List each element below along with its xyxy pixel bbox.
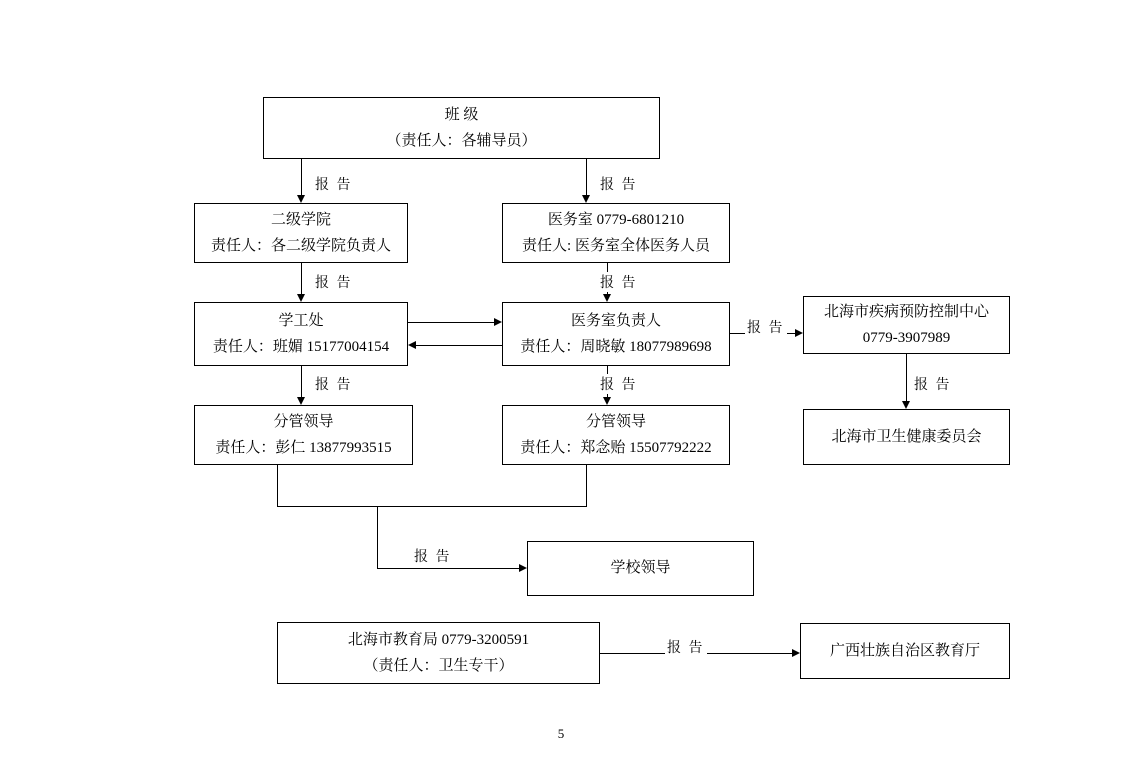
edge-student-affairs-to-leader-left xyxy=(301,366,302,397)
arrow-clinic-head-to-student-affairs xyxy=(408,341,416,349)
node-leader-right-line1: 分管领导 xyxy=(585,413,646,430)
node-cdc xyxy=(803,296,1010,354)
node-clinic-head-line2: 责任人：周晓敏 18077989698 xyxy=(520,339,712,355)
edge-join-to-school-leader-vertical xyxy=(377,506,378,568)
edge-label-report-5: 报 告 xyxy=(745,317,787,337)
node-education-bureau-line1: 北海市教育局 0779-3200591 xyxy=(347,631,530,648)
node-student-affairs-line2: 责任人：班媚 15177004154 xyxy=(212,339,390,355)
edge-label-report-10: 报 告 xyxy=(665,637,707,657)
node-leader-left-line2: 责任人：彭仁 13877993515 xyxy=(215,440,392,456)
node-leader-right xyxy=(502,405,730,465)
node-clinic-line2: 责任人: 医务室全体医务人员 xyxy=(522,238,710,254)
edge-student-affairs-to-clinic-head xyxy=(408,322,494,323)
node-leader-left-line1: 分管领导 xyxy=(273,413,334,430)
node-clinic xyxy=(502,203,730,263)
node-student-affairs-line1: 学工处 xyxy=(278,312,324,329)
edge-label-report-6: 报 告 xyxy=(912,374,954,394)
edge-leaders-join xyxy=(277,506,587,507)
edge-label-report-1: 报 告 xyxy=(313,174,355,194)
node-college xyxy=(194,203,408,263)
edge-leader-right-down xyxy=(586,465,587,506)
edge-leader-left-down xyxy=(277,465,278,506)
arrow-student-affairs-to-clinic-head xyxy=(494,318,502,326)
node-health-commission xyxy=(803,409,1010,465)
node-clinic-line1: 医务室 0779-6801210 xyxy=(547,211,685,228)
node-leader-left xyxy=(194,405,413,465)
node-leader-right-line2: 责任人：郑念贻 15507792222 xyxy=(520,440,712,456)
arrow-class-to-college xyxy=(297,195,305,203)
node-class-line2: （责任人：各辅导员） xyxy=(386,133,537,149)
edge-label-report-2: 报 告 xyxy=(598,174,640,194)
node-provincial-education-line1: 广西壮族自治区教育厅 xyxy=(829,642,980,659)
edge-cdc-to-health-commission xyxy=(906,354,907,401)
node-class-line1: 班 级 xyxy=(444,106,479,123)
node-cdc-line2: 0779-3907989 xyxy=(862,330,951,346)
arrow-to-school-leader xyxy=(519,564,527,572)
node-college-line1: 二级学院 xyxy=(270,211,331,228)
arrow-clinic-head-to-leader-right xyxy=(603,397,611,405)
page-number: 5 xyxy=(557,726,565,741)
node-cdc-line1: 北海市疾病预防控制中心 xyxy=(823,303,989,320)
node-clinic-head xyxy=(502,302,730,366)
arrow-education-bureau-to-provincial xyxy=(792,649,800,657)
edge-class-to-clinic xyxy=(586,159,587,195)
edge-label-report-3: 报 告 xyxy=(313,272,355,292)
arrow-clinic-to-clinic-head xyxy=(603,294,611,302)
node-school-leader xyxy=(527,541,754,596)
arrow-class-to-clinic xyxy=(582,195,590,203)
node-school-leader-line1: 学校领导 xyxy=(610,560,671,577)
node-college-line2: 责任人：各二级学院负责人 xyxy=(210,238,391,254)
node-clinic-head-line1: 医务室负责人 xyxy=(570,312,661,329)
edge-label-report-4: 报 告 xyxy=(598,272,640,292)
arrow-college-to-student-affairs xyxy=(297,294,305,302)
node-health-commission-line1: 北海市卫生健康委员会 xyxy=(831,428,982,445)
edge-class-to-college xyxy=(301,159,302,195)
edge-clinic-head-to-student-affairs xyxy=(416,345,502,346)
edge-join-to-school-leader-horizontal xyxy=(377,568,519,569)
node-education-bureau-line2: （责任人：卫生专干） xyxy=(363,658,514,674)
edge-label-report-7: 报 告 xyxy=(313,374,355,394)
node-student-affairs xyxy=(194,302,408,366)
node-education-bureau xyxy=(277,622,600,684)
edge-label-report-8: 报 告 xyxy=(598,374,640,394)
arrow-cdc-to-health-commission xyxy=(902,401,910,409)
edge-college-to-student-affairs xyxy=(301,263,302,294)
edge-label-report-9: 报 告 xyxy=(412,546,454,566)
arrow-clinic-head-to-cdc xyxy=(795,329,803,337)
arrow-student-affairs-to-leader-left xyxy=(297,397,305,405)
node-class xyxy=(263,97,660,159)
node-provincial-education xyxy=(800,623,1010,679)
